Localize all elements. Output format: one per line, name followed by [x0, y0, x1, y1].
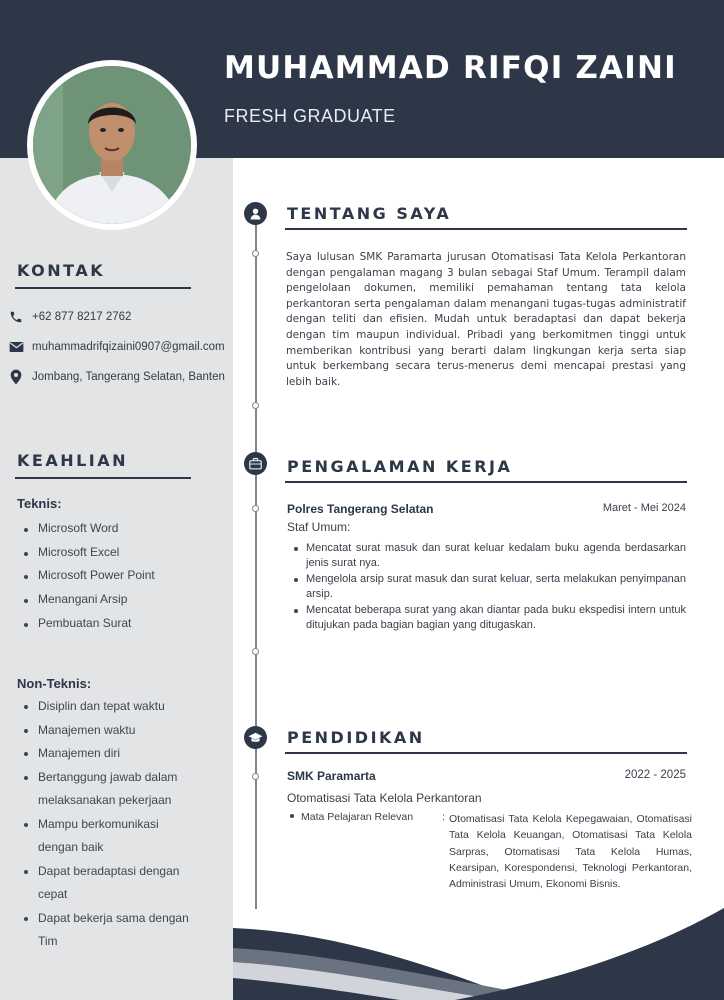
school-major: Otomatisasi Tata Kelola Perkantoran	[287, 791, 482, 805]
mail-icon	[8, 339, 24, 355]
school-name: SMK Paramarta	[287, 769, 376, 783]
contact-address	[8, 369, 225, 385]
timeline-dot	[252, 250, 259, 257]
about-divider	[285, 228, 687, 230]
bottom-wave-decoration	[0, 900, 724, 1000]
candidate-subtitle: FRESH GRADUATE	[224, 106, 396, 126]
subjects-label: Mata Pelajaran Relevan	[287, 811, 413, 823]
subjects-colon: :	[442, 811, 445, 823]
soft-skills-title: Non-Teknis:	[17, 676, 92, 691]
graduation-cap-icon	[244, 726, 267, 749]
about-heading: TENTANG SAYA	[287, 204, 452, 223]
contact-heading: KONTAK	[17, 261, 106, 280]
location-pin-icon	[8, 369, 24, 385]
list-item: Manajemen waktu	[22, 719, 192, 743]
timeline-dot	[252, 773, 259, 780]
list-item: Mencatat beberapa surat yang akan diantar pada buku ekspedisi intern untuk ditujukan pada bagian bagian yang ditugaskan.	[292, 603, 686, 632]
address-text: Jombang, Tangerang Selatan, Banten	[32, 371, 225, 383]
job-role: Staf Umum:	[287, 520, 351, 534]
experience-divider	[285, 481, 687, 483]
job-duties-list	[292, 541, 686, 634]
email-text: muhammadrifqizaini0907@gmail.com	[32, 341, 225, 353]
list-item: Microsoft Word	[22, 519, 212, 543]
education-heading: PENDIDIKAN	[287, 728, 425, 747]
list-item: Menangani Arsip	[22, 590, 212, 614]
subjects-text: Otomatisasi Tata Kelola Kepegawaian, Otomatisasi Tata Kelola Keuangan, Otomatisasi Tata Kelola Sarpras, Otomatisasi Tata Kelola Humas, Kearsipan, Korespondensi, Teknologi Perkantoran, Administrasi Umum, Ekonomi Bisnis.	[449, 813, 692, 891]
timeline-line	[255, 215, 257, 909]
experience-heading: PENGALAMAN KERJA	[287, 457, 513, 476]
about-text: Saya lulusan SMK Paramarta jurusan Otomatisasi Tata Kelola Perkantoran dengan pengalaman magang 3 bulan sebagai Staf Umum. Terampil dalam pengelolaan dokumen, memiliki pemahaman tentang tata kelola perkantoran serta pengalaman dalam menangani tugas-tugas administratif dengan teliti dan efisien. Mudah untuk beradaptasi dan dapat bekerja dengan tim maupun individual. Pribadi yang berkomitmen tinggi untuk memberikan kontribusi yang berarti dalam lingkungan kerja serta siap untuk berkembang secara terus-menerus demi mencapai prestasi yang lebih baik.	[286, 251, 686, 388]
contact-divider	[15, 287, 191, 289]
candidate-name: MUHAMMAD RIFQI ZAINI	[224, 50, 677, 86]
phone-icon	[8, 309, 24, 325]
list-item: Bertanggung jawab dalam melaksanakan pekerjaan	[22, 766, 192, 813]
list-item: Dapat bekerja sama dengan Tim	[22, 907, 192, 954]
skills-divider	[15, 477, 191, 479]
list-item: Microsoft Excel	[22, 543, 212, 567]
technical-skills-title: Teknis:	[17, 496, 62, 511]
skills-heading: KEAHLIAN	[17, 451, 129, 470]
job-date: Maret - Mei 2024	[602, 502, 686, 514]
briefcase-icon	[244, 452, 267, 475]
education-divider	[285, 752, 687, 754]
list-item: Mampu berkomunikasi dengan baik	[22, 813, 192, 860]
profile-photo	[33, 66, 191, 224]
school-years: 2022 - 2025	[624, 769, 686, 781]
technical-skills-list	[22, 519, 212, 637]
contact-phone[interactable]	[8, 309, 131, 325]
list-item: Mencatat surat masuk dan surat keluar kedalam buku agenda berdasarkan jenis surat nya.	[292, 541, 686, 570]
job-company: Polres Tangerang Selatan	[287, 502, 434, 516]
list-item: Disiplin dan tepat waktu	[22, 695, 192, 719]
timeline-dot	[252, 402, 259, 409]
timeline-dot	[252, 505, 259, 512]
list-item: Manajemen diri	[22, 742, 192, 766]
list-item: Microsoft Power Point	[22, 566, 212, 590]
list-item: Mengelola arsip surat masuk dan surat keluar, serta melakukan penyimpanan arsip.	[292, 572, 686, 601]
timeline-dot	[252, 648, 259, 655]
contact-email[interactable]	[8, 339, 225, 355]
person-icon	[244, 202, 267, 225]
list-item: Pembuatan Surat	[22, 614, 212, 638]
phone-text: +62 877 8217 2762	[32, 311, 132, 323]
list-item: Dapat beradaptasi dengan cepat	[22, 860, 192, 907]
